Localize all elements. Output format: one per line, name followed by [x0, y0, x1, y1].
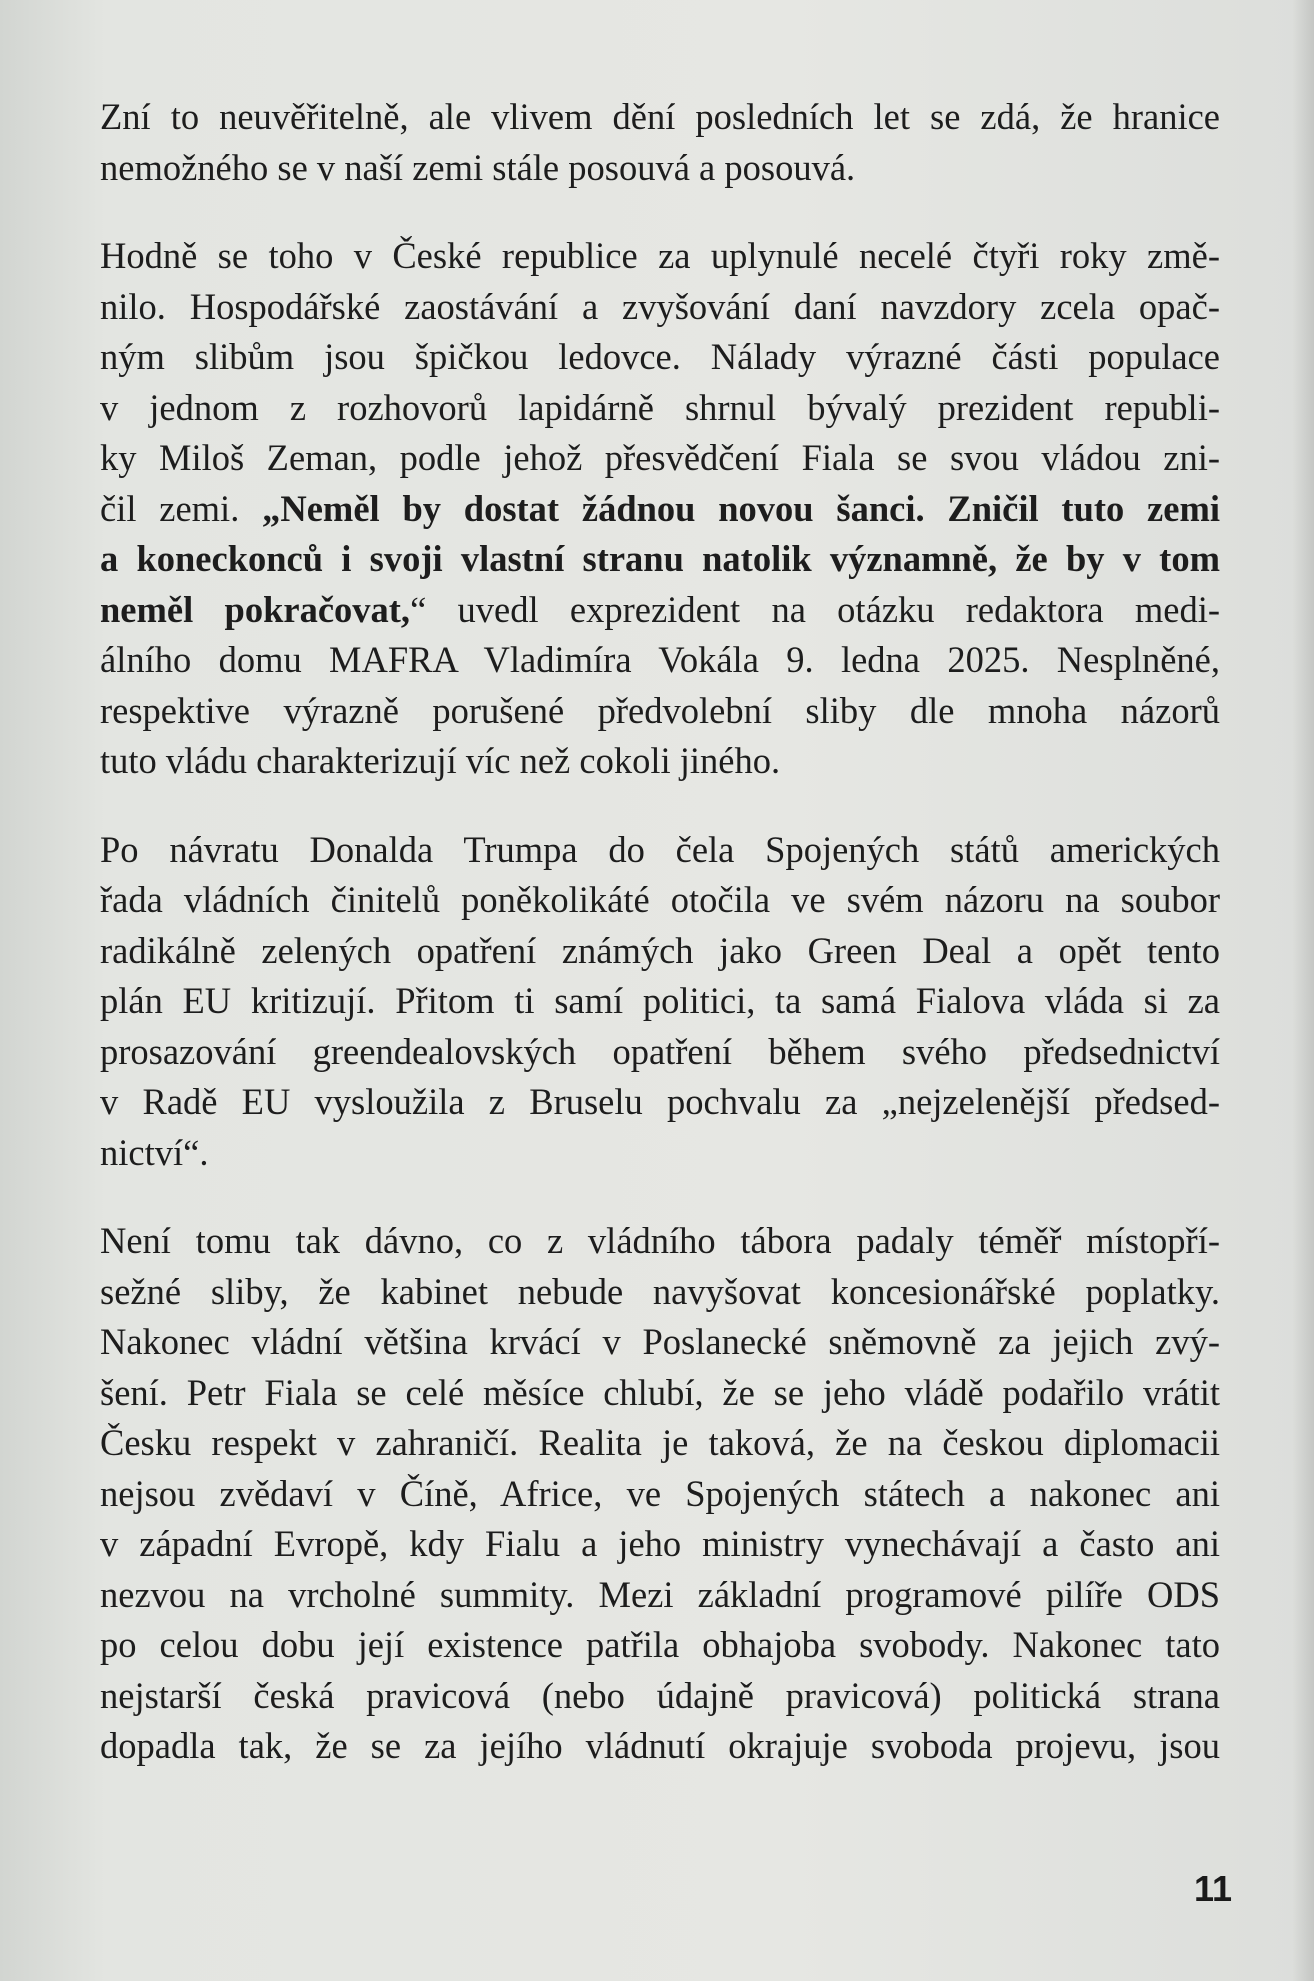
text-line — [100, 1128, 1220, 1179]
text-line — [100, 1027, 1220, 1078]
paragraph — [100, 825, 1220, 1179]
text-line — [100, 926, 1220, 977]
text-segment: nictví“. — [100, 1131, 209, 1173]
text-segment: Nakonec vládní většina krvácí v Poslanecké sněmovně za jejich zvý- — [100, 1321, 1220, 1362]
text-line — [100, 976, 1220, 1027]
text-line — [100, 686, 1220, 737]
text-segment: Česku respekt v zahraničí. Realita je taková, že na českou diplomacii — [100, 1422, 1220, 1463]
bold-quote-segment: a koneckonců i svoji vlastní stranu natolik významně, že by v tom — [100, 538, 1220, 579]
text-line — [100, 332, 1220, 383]
paragraph — [100, 92, 1220, 193]
text-line — [100, 1671, 1220, 1722]
text-segment: nilo. Hospodářské zaostávání a zvyšování daní navzdory zcela opač- — [100, 285, 1220, 327]
body-text — [100, 92, 1220, 1810]
paragraph — [100, 1216, 1220, 1772]
text-segment: Není tomu tak dávno, co z vládního tábora padaly téměř místopří- — [100, 1220, 1220, 1261]
text-line — [100, 1721, 1220, 1772]
paragraph — [100, 231, 1220, 787]
text-line — [100, 1368, 1220, 1419]
text-segment: řada vládních činitelů poněkolikáté otočila ve svém názoru na soubor — [100, 879, 1220, 920]
text-segment: respektive výrazně porušené předvolební sliby dle mnoha názorů — [100, 689, 1220, 731]
text-line — [100, 825, 1220, 876]
text-segment: Po návratu Donalda Trumpa do čela Spojených států amerických — [100, 828, 1220, 870]
text-line — [100, 1077, 1220, 1128]
text-segment: ným slibům jsou špičkou ledovce. Nálady výrazné části populace — [100, 336, 1220, 377]
text-line — [100, 1216, 1220, 1267]
text-segment: Hodně se toho v České republice za uplynulé necelé čtyři roky změ- — [100, 235, 1220, 276]
text-segment: sežné sliby, že kabinet nebude navyšovat koncesionářské poplatky. — [100, 1270, 1220, 1312]
bold-quote-segment: „Neměl by dostat žádnou novou šanci. Zničil tuto zemi — [262, 487, 1220, 529]
text-line — [100, 231, 1220, 282]
text-line — [100, 1570, 1220, 1621]
text-segment: šení. Petr Fiala se celé měsíce chlubí, že se jeho vládě podařilo vrátit — [100, 1371, 1220, 1413]
text-line — [100, 1519, 1220, 1570]
text-line — [100, 143, 1220, 194]
text-segment: “ uvedl exprezident na otázku redaktora medi- — [410, 588, 1220, 630]
text-segment: nemožného se v naší zemi stále posouvá a posouvá. — [100, 146, 856, 188]
text-segment: nejstarší česká pravicová (nebo údajně pravicová) politická strana — [100, 1674, 1220, 1716]
text-segment: radikálně zelených opatření známých jako Green Deal a opět tento — [100, 929, 1220, 971]
text-line — [100, 1267, 1220, 1318]
text-segment: dopadla tak, že se za jejího vládnutí okrajuje svoboda projevu, jsou — [100, 1725, 1220, 1766]
text-segment: Zní to neuvěřitelně, ale vlivem dění posledních let se zdá, že hranice — [100, 96, 1220, 137]
text-line — [100, 383, 1220, 434]
text-segment: tuto vládu charakterizují víc než cokoli jiného. — [100, 740, 781, 781]
text-line — [100, 1418, 1220, 1469]
text-line — [100, 1469, 1220, 1520]
text-line — [100, 484, 1220, 535]
text-segment: álního domu MAFRA Vladimíra Vokála 9. ledna 2025. Nesplněné, — [100, 639, 1220, 680]
text-line — [100, 1317, 1220, 1368]
text-line — [100, 1620, 1220, 1671]
text-segment: čil zemi. — [100, 487, 263, 529]
text-segment: v Radě EU vysloužila z Bruselu pochvalu za „nejzelenější předsed- — [100, 1081, 1220, 1122]
text-line — [100, 534, 1220, 585]
text-line — [100, 585, 1220, 636]
text-segment: prosazování greendealovských opatření během svého předsednictví — [100, 1030, 1220, 1072]
text-line — [100, 92, 1220, 143]
bold-quote-segment: neměl pokračovat, — [100, 588, 411, 630]
text-line — [100, 875, 1220, 926]
text-segment: nejsou zvědaví v Číně, Africe, ve Spojených státech a nakonec ani — [100, 1472, 1220, 1514]
text-line — [100, 433, 1220, 484]
text-segment: ky Miloš Zeman, podle jehož přesvědčení Fiala se svou vládou zni- — [100, 437, 1220, 478]
text-segment: po celou dobu její existence patřila obhajoba svobody. Nakonec tato — [100, 1624, 1220, 1665]
page-number: 11 — [1193, 1868, 1232, 1909]
text-line — [100, 282, 1220, 333]
text-segment: plán EU kritizují. Přitom ti samí politici, ta samá Fialova vláda si za — [100, 980, 1220, 1021]
text-line — [100, 635, 1220, 686]
text-segment: v jednom z rozhovorů lapidárně shrnul bývalý prezident republi- — [100, 386, 1220, 428]
text-segment: nezvou na vrcholné summity. Mezi základní programové pilíře ODS — [100, 1573, 1220, 1615]
text-line — [100, 736, 1220, 787]
text-segment: v západní Evropě, kdy Fialu a jeho ministry vynechávají a často ani — [100, 1523, 1220, 1564]
